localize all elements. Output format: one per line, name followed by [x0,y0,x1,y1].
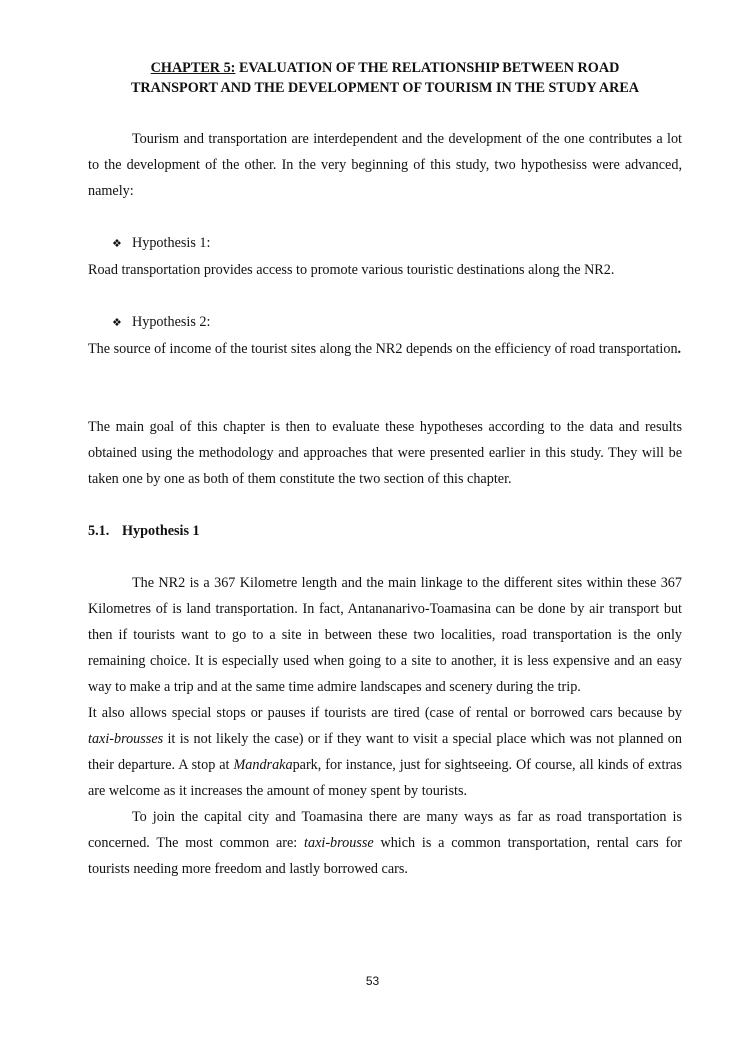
paragraph-special-stops: It also allows special stops or pauses if tourists are tired (case of rental or borrowed cars because by taxi-brousses it is not likely the case) or if they want to visit a special place which was not planned on their departure. A stop at Mandrakapark, for instance, just for sightseeing. Of course, all kinds of extras are welcome as it increases the amount of money spent by tourists. [88,705,682,799]
hypothesis-2-label: Hypothesis 2: [132,314,211,330]
chapter-title-line1: EVALUATION OF THE RELATIONSHIP BETWEEN ROAD [235,60,620,76]
chapter-label: CHAPTER 5: [150,60,236,76]
paragraph-nr2-length: The NR2 is a 367 Kilometre length and the main linkage to the different sites within these 367 Kilometres of is land transportation. In fact, Antananarivo-Toamasina can be done by air transport but then if tourists want to go to a site in between these two localities, road transportation is the only remaining choice. It is especially used when going to a site to another, it is less expensive and an easy way to make a trip and at the same time admire landscapes and scenery during the trip. [88,575,682,695]
hypothesis-2-bullet [112,309,682,336]
document-page [88,58,682,882]
intro-paragraph: Tourism and transportation are interdependent and the development of the one contributes a lot to the development of the other. In the very beginning of this study, two hypothesiss were advanced, namely: [88,131,682,199]
section-number: 5.1. [88,523,110,539]
page-number: 53 [365,974,380,988]
hypothesis-1-bullet [112,230,682,257]
hypothesis-2-text: The source of income of the tourist sites along the NR2 depends on the efficiency of road transportation. [88,341,682,357]
chapter-title-line2: TRANSPORT AND THE DEVELOPMENT OF TOURISM IN THE STUDY AREA [130,80,640,96]
hypothesis-1-label: Hypothesis 1: [132,235,211,251]
section-title: Hypothesis 1 [122,523,200,539]
diamond-bullet-icon: ❖ [112,316,122,329]
hypothesis-1-text: Road transportation provides access to promote various touristic destinations along the NR2. [88,262,615,278]
goal-paragraph: The main goal of this chapter is then to evaluate these hypotheses according to the data and results obtained using the methodology and approaches that were presented earlier in this study. They will be taken one by one as both of them constitute the two section of this chapter. [88,419,682,487]
diamond-bullet-icon: ❖ [112,237,122,250]
chapter-title [88,58,682,98]
paragraph-transport-modes: To join the capital city and Toamasina there are many ways as far as road transportation is concerned. The most common are: taxi-brousse which is a common transportation, rental cars for tourists needing more freedom and lastly borrowed cars. [88,809,683,877]
section-heading [88,518,682,544]
